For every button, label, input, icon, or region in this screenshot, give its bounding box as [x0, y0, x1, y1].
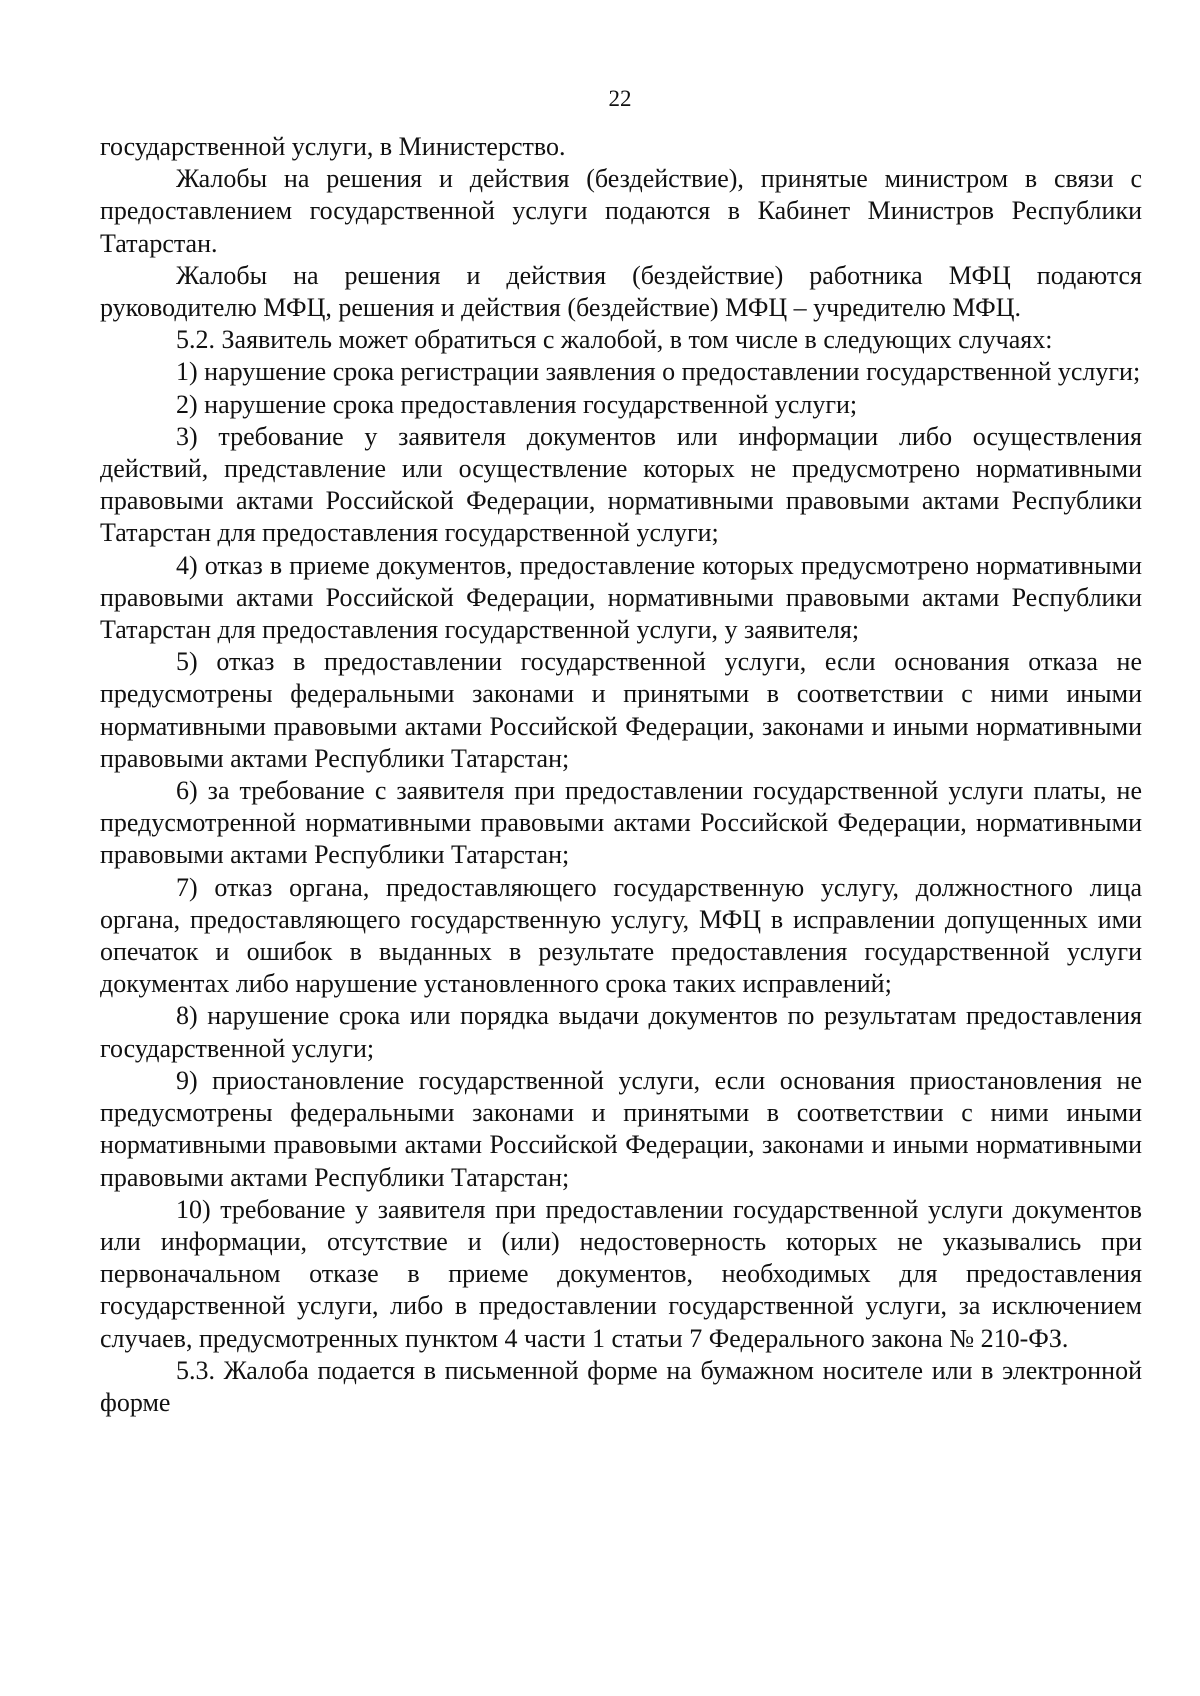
- list-item-7: 7) отказ органа, предоставляющего государственную услугу, должностного лица органа, предоставляющего государственную услугу, МФЦ в исправлении допущенных ими опечаток и ошибок в выданных в результате предоставления государственной услуги документах либо нарушение установленного срока таких исправлений;: [100, 872, 1142, 999]
- list-item-3: 3) требование у заявителя документов или информации либо осуществления действий, представление или осуществление которых не предусмотрено нормативными правовыми актами Российской Федерации, нормативными правовыми актами Республики Татарстан для предоставления государственной услуги;: [100, 421, 1142, 548]
- list-item-5: 5) отказ в предоставлении государственной услуги, если основания отказа не предусмотрены федеральными законами и принятыми в соответствии с ними иными нормативными правовыми актами Российской Федерации, законами и иными нормативными правовыми актами Республики Татарстан;: [100, 647, 1142, 773]
- list-item-9: 9) приостановление государственной услуги, если основания приостановления не предусмотрены федеральными законами и принятыми в соответствии с ними иными нормативными правовыми актами Российской Федерации, законами и иными нормативными правовыми актами Республики Татарстан;: [100, 1065, 1142, 1192]
- list-item-10: 10) требование у заявителя при предоставлении государственной услуги документов или информации, отсутствие и (или) недостоверность которых не указывались при первоначальном отказе в приеме документов, необходимых для предоставления государственной услуги, либо в предоставлении государственной услуги, за исключением случаев, предусмотренных пунктом 4 части 1 статьи 7 Федерального закона № 210-ФЗ.: [100, 1194, 1142, 1353]
- paragraph: государственной услуги, в Министерство.: [100, 132, 566, 161]
- page-number: 22: [608, 86, 632, 111]
- list-item-6: 6) за требование с заявителя при предоставлении государственной услуги платы, не предусмотренной нормативными правовыми актами Российской Федерации, нормативными правовыми актами Республики Татарстан;: [100, 776, 1142, 870]
- list-item-4: 4) отказ в приеме документов, предоставление которых предусмотрено нормативными правовыми актами Российской Федерации, нормативными правовыми актами Республики Татарстан для предоставления государственной услуги, у заявителя;: [100, 550, 1142, 645]
- paragraph: Жалобы на решения и действия (бездействие), принятые министром в связи с предоставлением государственной услуги подаются в Кабинет Министров Республики Татарстан.: [100, 164, 1142, 258]
- paragraph: Жалобы на решения и действия (бездействие) работника МФЦ подаются руководителю МФЦ, решения и действия (бездействие) МФЦ – учредителю МФЦ.: [100, 260, 1142, 323]
- section-5-3-paragraph: 5.3. Жалоба подается в письменной форме на бумажном носителе или в электронной форме: [100, 1355, 1142, 1417]
- document-body: [100, 131, 1142, 1419]
- list-item-2: 2) нарушение срока предоставления государственной услуги;: [176, 389, 858, 419]
- section-5-2-heading-paragraph: 5.2. Заявитель может обратиться с жалобой, в том числе в следующих случаях:: [176, 325, 1053, 355]
- list-item-8: 8) нарушение срока или порядка выдачи документов по результатам предоставления государственной услуги;: [100, 1001, 1142, 1063]
- list-item-1: 1) нарушение срока регистрации заявления о предоставлении государственной услуги;: [176, 357, 1141, 387]
